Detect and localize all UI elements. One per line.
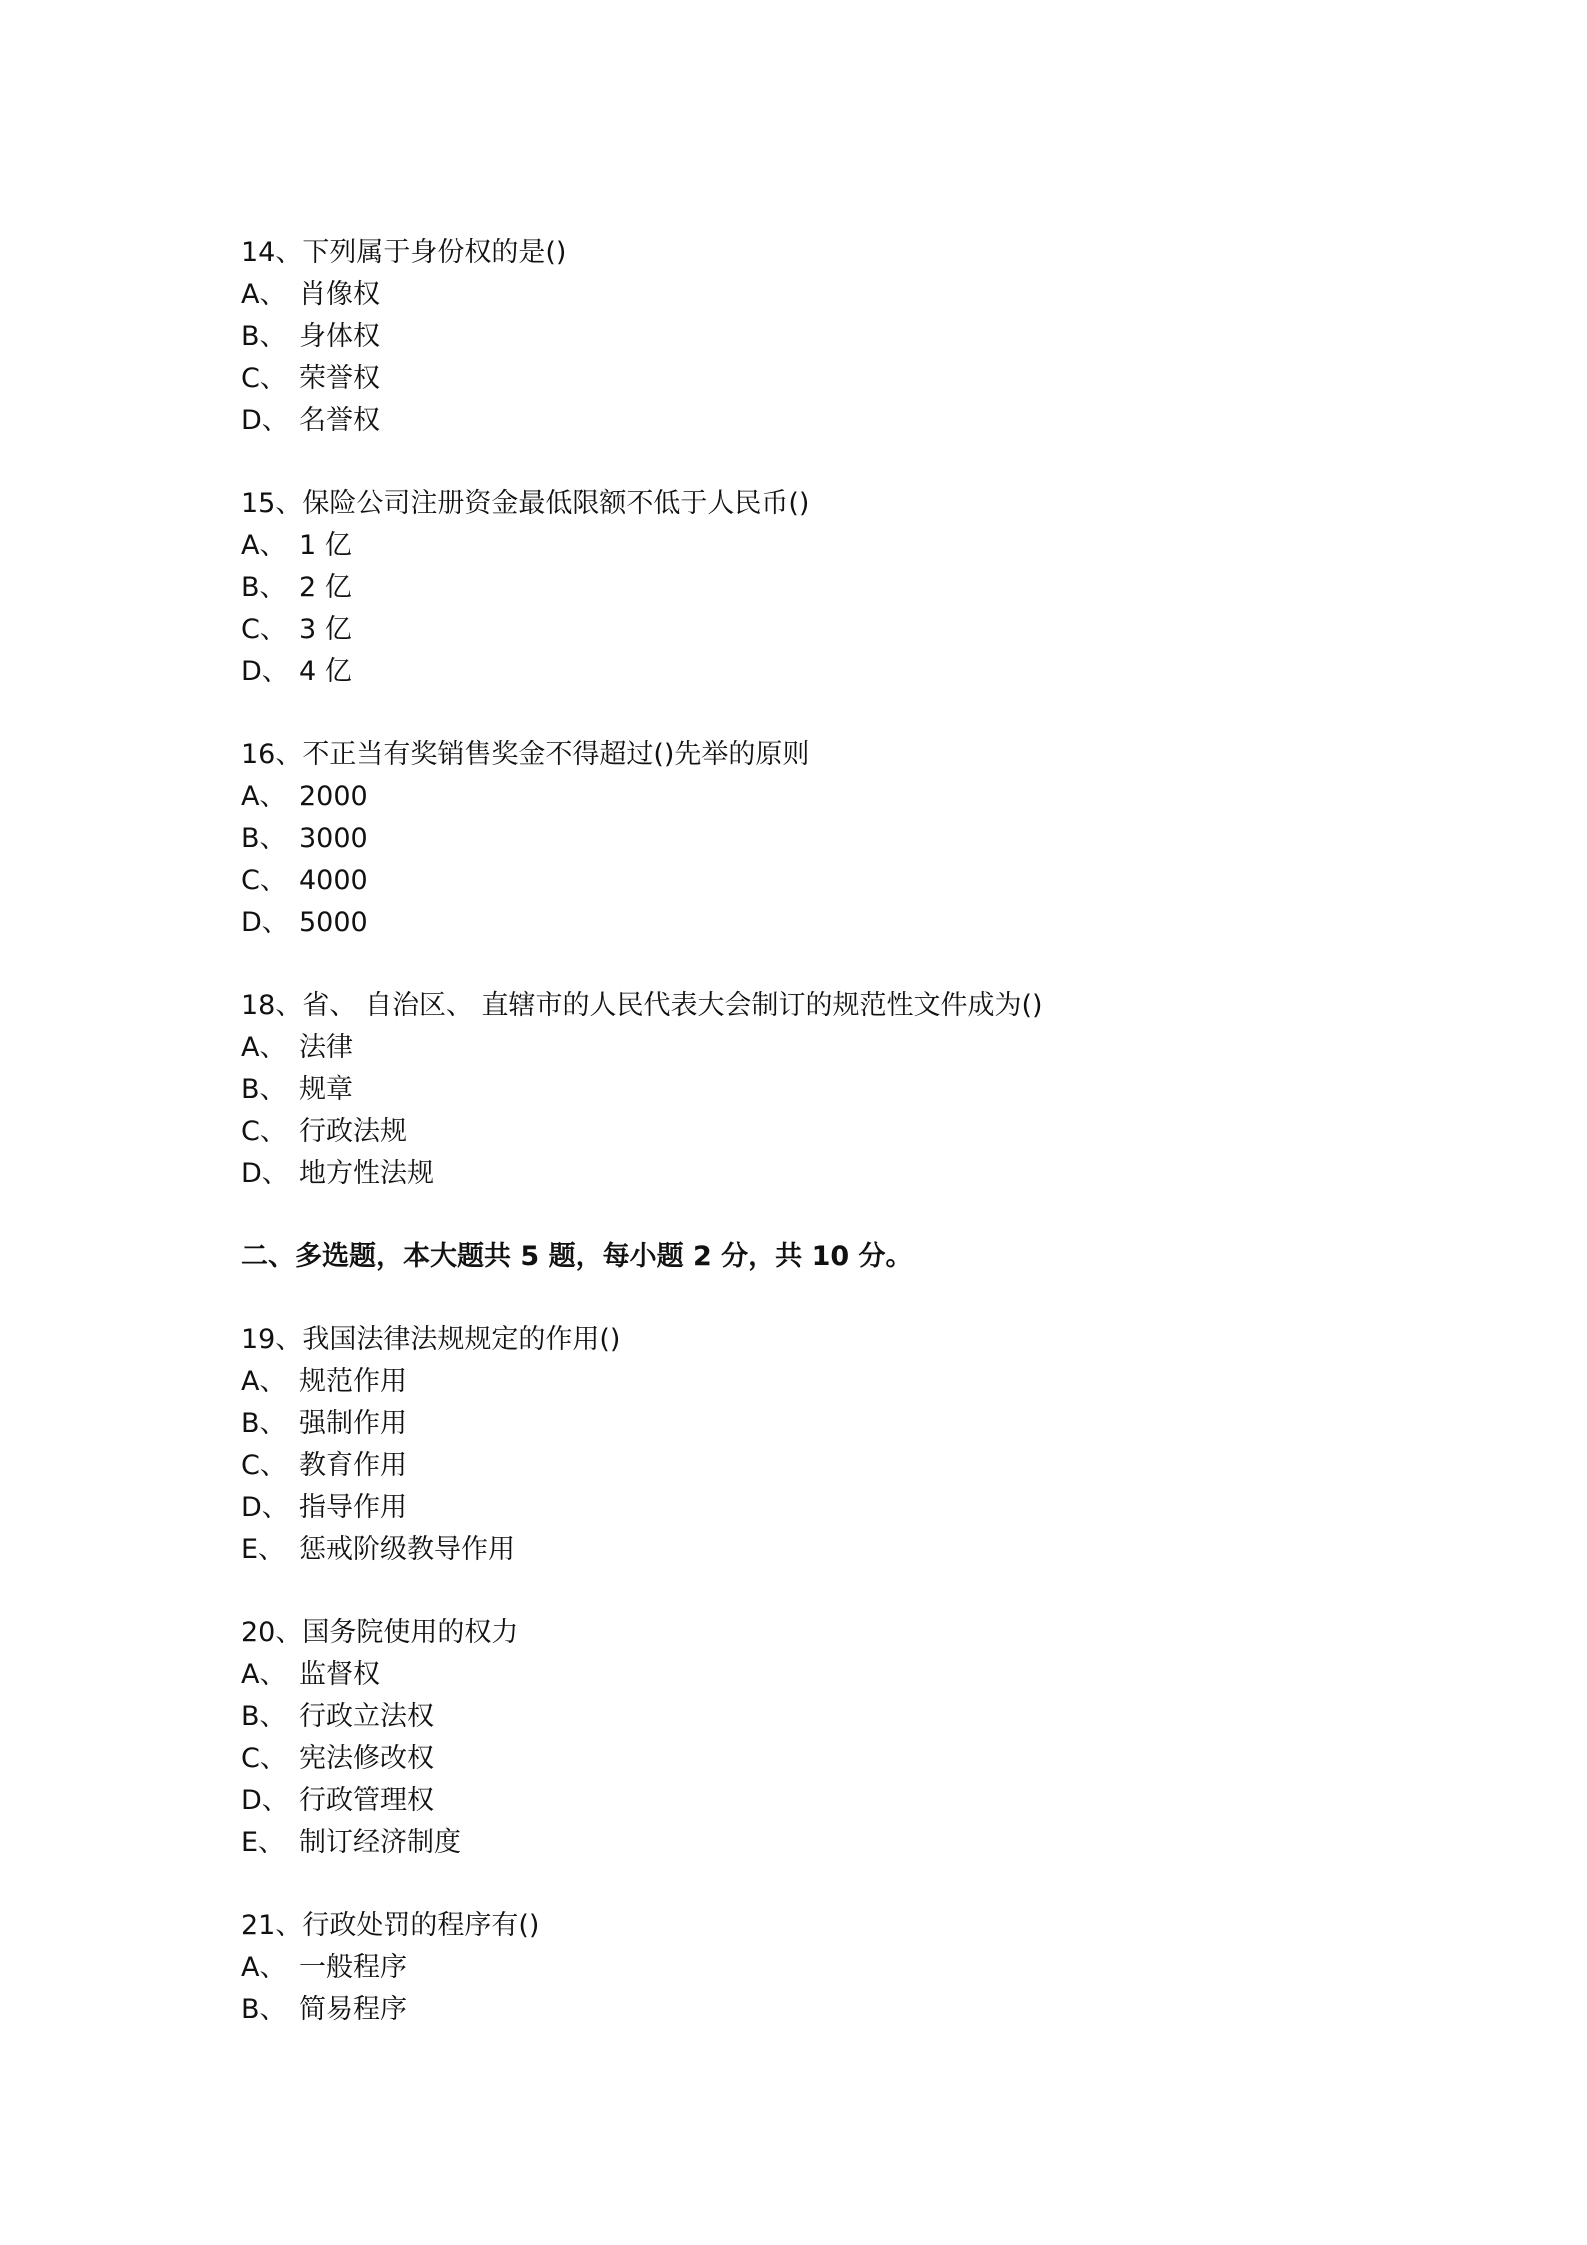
- option-letter: C、: [241, 614, 287, 645]
- option-c: [241, 358, 1391, 400]
- option-letter: D、: [241, 907, 289, 938]
- option-b: [241, 1403, 1391, 1445]
- option-a: [241, 776, 1391, 818]
- option-letter: C、: [241, 1116, 287, 1147]
- option-letter: D、: [241, 405, 289, 436]
- option-text: 指导作用: [299, 1492, 407, 1523]
- option-letter: D、: [241, 1492, 289, 1523]
- option-c: [241, 860, 1391, 902]
- option-b: [241, 1696, 1391, 1738]
- option-d: [241, 651, 1391, 693]
- option-d: [241, 1153, 1391, 1195]
- option-letter: A、: [241, 1366, 287, 1397]
- question-stem: 21、行政处罚的程序有(): [241, 1910, 540, 1941]
- option-letter: B、: [241, 321, 287, 352]
- option-letter: B、: [241, 1074, 287, 1105]
- option-text: 3 亿: [299, 614, 352, 645]
- option-text: 4 亿: [299, 656, 352, 687]
- option-letter: D、: [241, 656, 289, 687]
- option-letter: D、: [241, 1158, 289, 1189]
- option-letter: E、: [241, 1534, 286, 1565]
- option-d: [241, 1487, 1391, 1529]
- option-b: [241, 1069, 1391, 1111]
- option-c: [241, 1111, 1391, 1153]
- option-text: 荣誉权: [299, 363, 380, 394]
- option-b: [241, 316, 1391, 358]
- question-18: [241, 985, 1391, 1195]
- option-text: 监督权: [299, 1659, 380, 1690]
- option-d: [241, 1780, 1391, 1822]
- option-text: 名誉权: [299, 405, 380, 436]
- option-a: [241, 1654, 1391, 1696]
- option-d: [241, 902, 1391, 944]
- option-text: 1 亿: [299, 530, 352, 561]
- option-d: [241, 400, 1391, 442]
- option-text: 强制作用: [299, 1408, 407, 1439]
- question-16: [241, 734, 1391, 944]
- option-c: [241, 1445, 1391, 1487]
- option-letter: B、: [241, 823, 287, 854]
- option-letter: B、: [241, 1701, 287, 1732]
- option-a: [241, 525, 1391, 567]
- question-stem: 20、国务院使用的权力: [241, 1617, 519, 1648]
- option-text: 5000: [299, 907, 368, 938]
- option-letter: B、: [241, 1408, 287, 1439]
- question-20: [241, 1612, 1391, 1864]
- option-letter: C、: [241, 363, 287, 394]
- question-stem: 14、下列属于身份权的是(): [241, 237, 567, 268]
- question-stem: 18、省、 自治区、 直辖市的人民代表大会制订的规范性文件成为(): [241, 990, 1043, 1021]
- option-text: 规章: [299, 1074, 353, 1105]
- option-letter: A、: [241, 530, 287, 561]
- option-letter: C、: [241, 1450, 287, 1481]
- option-text: 行政立法权: [299, 1701, 434, 1732]
- question-stem: 15、保险公司注册资金最低限额不低于人民币(): [241, 488, 810, 519]
- option-text: 身体权: [299, 321, 380, 352]
- question-21: [241, 1905, 1391, 2031]
- option-text: 简易程序: [299, 1994, 407, 2025]
- option-letter: D、: [241, 1785, 289, 1816]
- option-letter: C、: [241, 865, 287, 896]
- question-stem: 16、不正当有奖销售奖金不得超过()先举的原则: [241, 739, 810, 770]
- option-letter: A、: [241, 1032, 287, 1063]
- option-text: 宪法修改权: [299, 1743, 434, 1774]
- option-letter: B、: [241, 1994, 287, 2025]
- option-a: [241, 1361, 1391, 1403]
- option-letter: A、: [241, 279, 287, 310]
- option-text: 2000: [299, 781, 368, 812]
- option-letter: A、: [241, 1659, 287, 1690]
- question-15: [241, 483, 1391, 693]
- option-text: 肖像权: [299, 279, 380, 310]
- question-stem: 19、我国法律法规规定的作用(): [241, 1324, 621, 1355]
- option-text: 2 亿: [299, 572, 352, 603]
- question-19: [241, 1319, 1391, 1571]
- option-text: 惩戒阶级教导作用: [299, 1534, 515, 1565]
- option-text: 地方性法规: [299, 1158, 434, 1189]
- option-text: 制订经济制度: [299, 1827, 461, 1858]
- option-b: [241, 567, 1391, 609]
- option-letter: C、: [241, 1743, 287, 1774]
- option-text: 行政管理权: [299, 1785, 434, 1816]
- option-text: 规范作用: [299, 1366, 407, 1397]
- option-letter: B、: [241, 572, 287, 603]
- option-text: 行政法规: [299, 1116, 407, 1147]
- option-b: [241, 1989, 1391, 2031]
- option-letter: A、: [241, 1952, 287, 1983]
- option-a: [241, 274, 1391, 316]
- option-letter: A、: [241, 781, 287, 812]
- section-heading-multiple-choice: 二、多选题，本大题共 5 题，每小题 2 分，共 10 分。: [241, 1241, 913, 1272]
- option-a: [241, 1027, 1391, 1069]
- option-c: [241, 609, 1391, 651]
- option-letter: E、: [241, 1827, 286, 1858]
- option-text: 一般程序: [299, 1952, 407, 1983]
- option-text: 教育作用: [299, 1450, 407, 1481]
- option-text: 4000: [299, 865, 368, 896]
- option-e: [241, 1822, 1391, 1864]
- option-text: 法律: [299, 1032, 353, 1063]
- option-e: [241, 1529, 1391, 1571]
- exam-content: [241, 232, 1391, 2072]
- option-a: [241, 1947, 1391, 1989]
- option-text: 3000: [299, 823, 368, 854]
- question-14: [241, 232, 1391, 442]
- option-c: [241, 1738, 1391, 1780]
- option-b: [241, 818, 1391, 860]
